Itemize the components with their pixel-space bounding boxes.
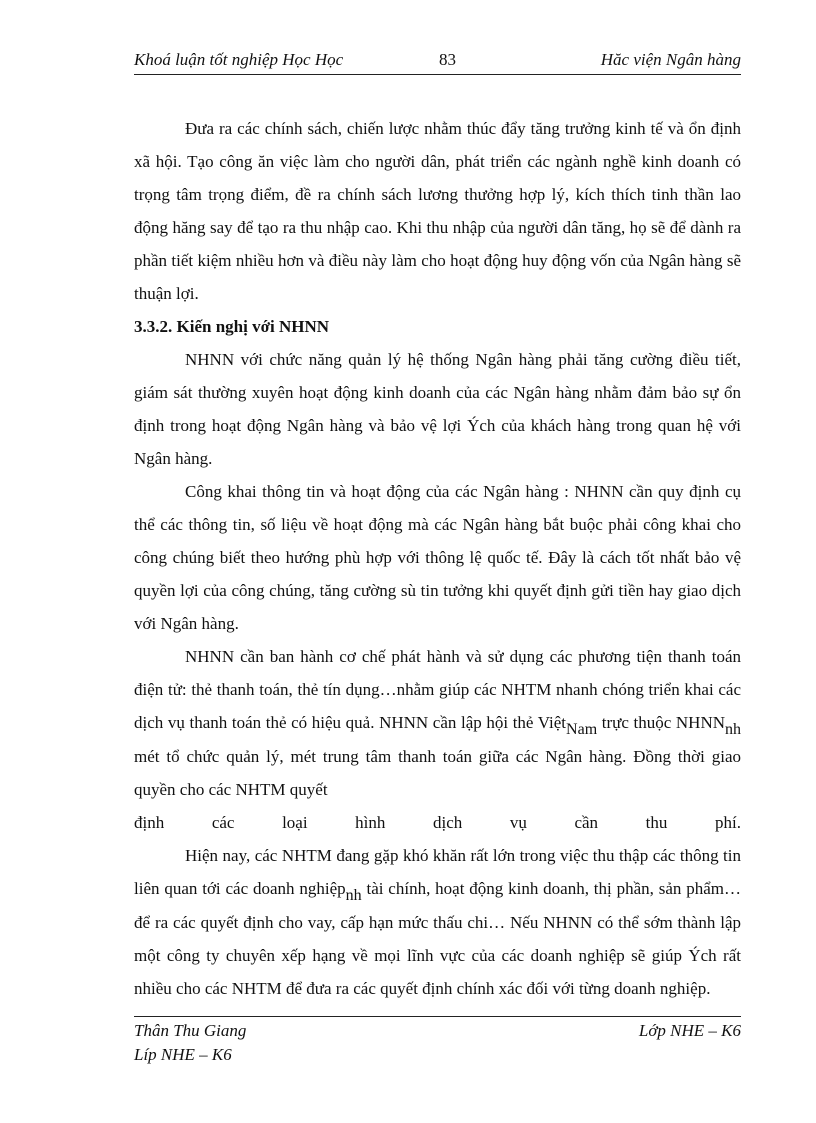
paragraph-credit-text-1: Hiện nay, các NHTM đang gặp khó khăn rất lớn trong việc thu thập các thông tin liên quan tới các doanh nghiệp (134, 846, 741, 898)
header-institution: Hăc viện Ngân hàng (600, 50, 741, 69)
page-footer (134, 1016, 741, 1067)
paragraph-policy: Đưa ra các chính sách, chiến lược nhằm thúc đẩy tăng trưởng kinh tế và ổn định xã hội. Tạo công ăn việc làm cho người dân, phát triển các ngành nghề kinh doanh có trọng tâm trọng điểm, đề ra chính sách lương thưởng hợp lý, kích thích tinh thần lao động hăng say để tạo ra thu nhập cao. Khi thu nhập của người dân tăng, họ sẽ để dành ra phần tiết kiệm nhiều hơn và điều này làm cho hoạt động huy động vốn của Ngân hàng sẽ thuận lợi. (134, 119, 741, 303)
paragraph-payment-text-3: mét tổ chức quản lý, mét trung tâm thanh toán giữa các Ngân hàng. Đồng thời giao quyền cho các NHTM quyết (134, 747, 741, 799)
subscript-nh: nh (345, 887, 362, 904)
page-number: 83 (439, 50, 456, 69)
word: dịch (432, 813, 463, 832)
paragraph-credit-rating (134, 839, 741, 1005)
word: định (134, 813, 165, 832)
word: cần (574, 813, 599, 832)
word: vụ (509, 813, 527, 832)
paragraph-payment-text-2: trực thuộc NHNN (597, 713, 725, 732)
word: loại (282, 813, 308, 832)
paragraph-nhnn-role: NHNN với chức năng quản lý hệ thống Ngân hàng phải tăng cường điều tiết, giám sát thường xuyên hoạt động kinh doanh của các Ngân hàng nhằm đảm bảo sự ổn định trong hoạt động Ngân hàng và bảo vệ lợi Ých của khách hàng trong quan hệ với Ngân hàng. (134, 350, 741, 468)
footer-class-left: Líp NHE – K6 (134, 1045, 232, 1064)
paragraph-payment-last-line (134, 806, 741, 839)
subscript-nam: Nam (566, 721, 598, 738)
paragraph-payment-text-1: NHNN cần ban hành cơ chế phát hành và sử dụng các phương tiện thanh toán điện tử: thẻ thanh toán, thẻ tín dụng…nhằm giúp các NHTM nhanh chóng triển khai các dịch vụ thanh toán thẻ có hiệu quả. NHNN cần lập hội thẻ Việt (134, 647, 741, 732)
header-thesis-title: Khoá luận tốt nghiệp Học Học (134, 50, 344, 69)
page-header (134, 50, 741, 75)
subscript-nh: nh (725, 721, 741, 738)
word: thu (645, 813, 668, 832)
paragraph-disclosure: Công khai thông tin và hoạt động của các Ngân hàng : NHNN cần quy định cụ thể các thông tin, số liệu về hoạt động mà các Ngân hàng bắt buộc phải công khai cho công chúng biết theo hướng phù hợp với thông lệ quốc tế. Đây là cách tốt nhất bảo vệ quyền lợi của công chúng, tăng cường sù tin tưởng khi quyết định gửi tiền hay giao dịch với Ngân hàng. (134, 482, 741, 633)
word: các (211, 813, 235, 832)
document-body (134, 112, 741, 1005)
footer-author: Thân Thu Giang (134, 1021, 247, 1040)
footer-class-right: Lớp NHE – K6 (638, 1021, 741, 1040)
paragraph-payment-cards (134, 640, 741, 806)
section-heading: 3.3.2. Kiến nghị với NHNN (134, 317, 330, 336)
word: phí. (714, 813, 741, 832)
paragraph-credit-text-2: tài chính, hoạt động kinh doanh, thị phần, sản phẩm…để ra các quyết định cho vay, cấp hạn mức thấu chi… Nếu NHNN có thể sớm thành lập một công ty chuyên xếp hạng về mọi lĩnh vực của các doanh nghiệp sẽ giúp Ých rất nhiều cho các NHTM để đưa ra các quyết định chính xác đối với từng doanh nghiệp. (134, 879, 741, 998)
word: hình (355, 813, 386, 832)
